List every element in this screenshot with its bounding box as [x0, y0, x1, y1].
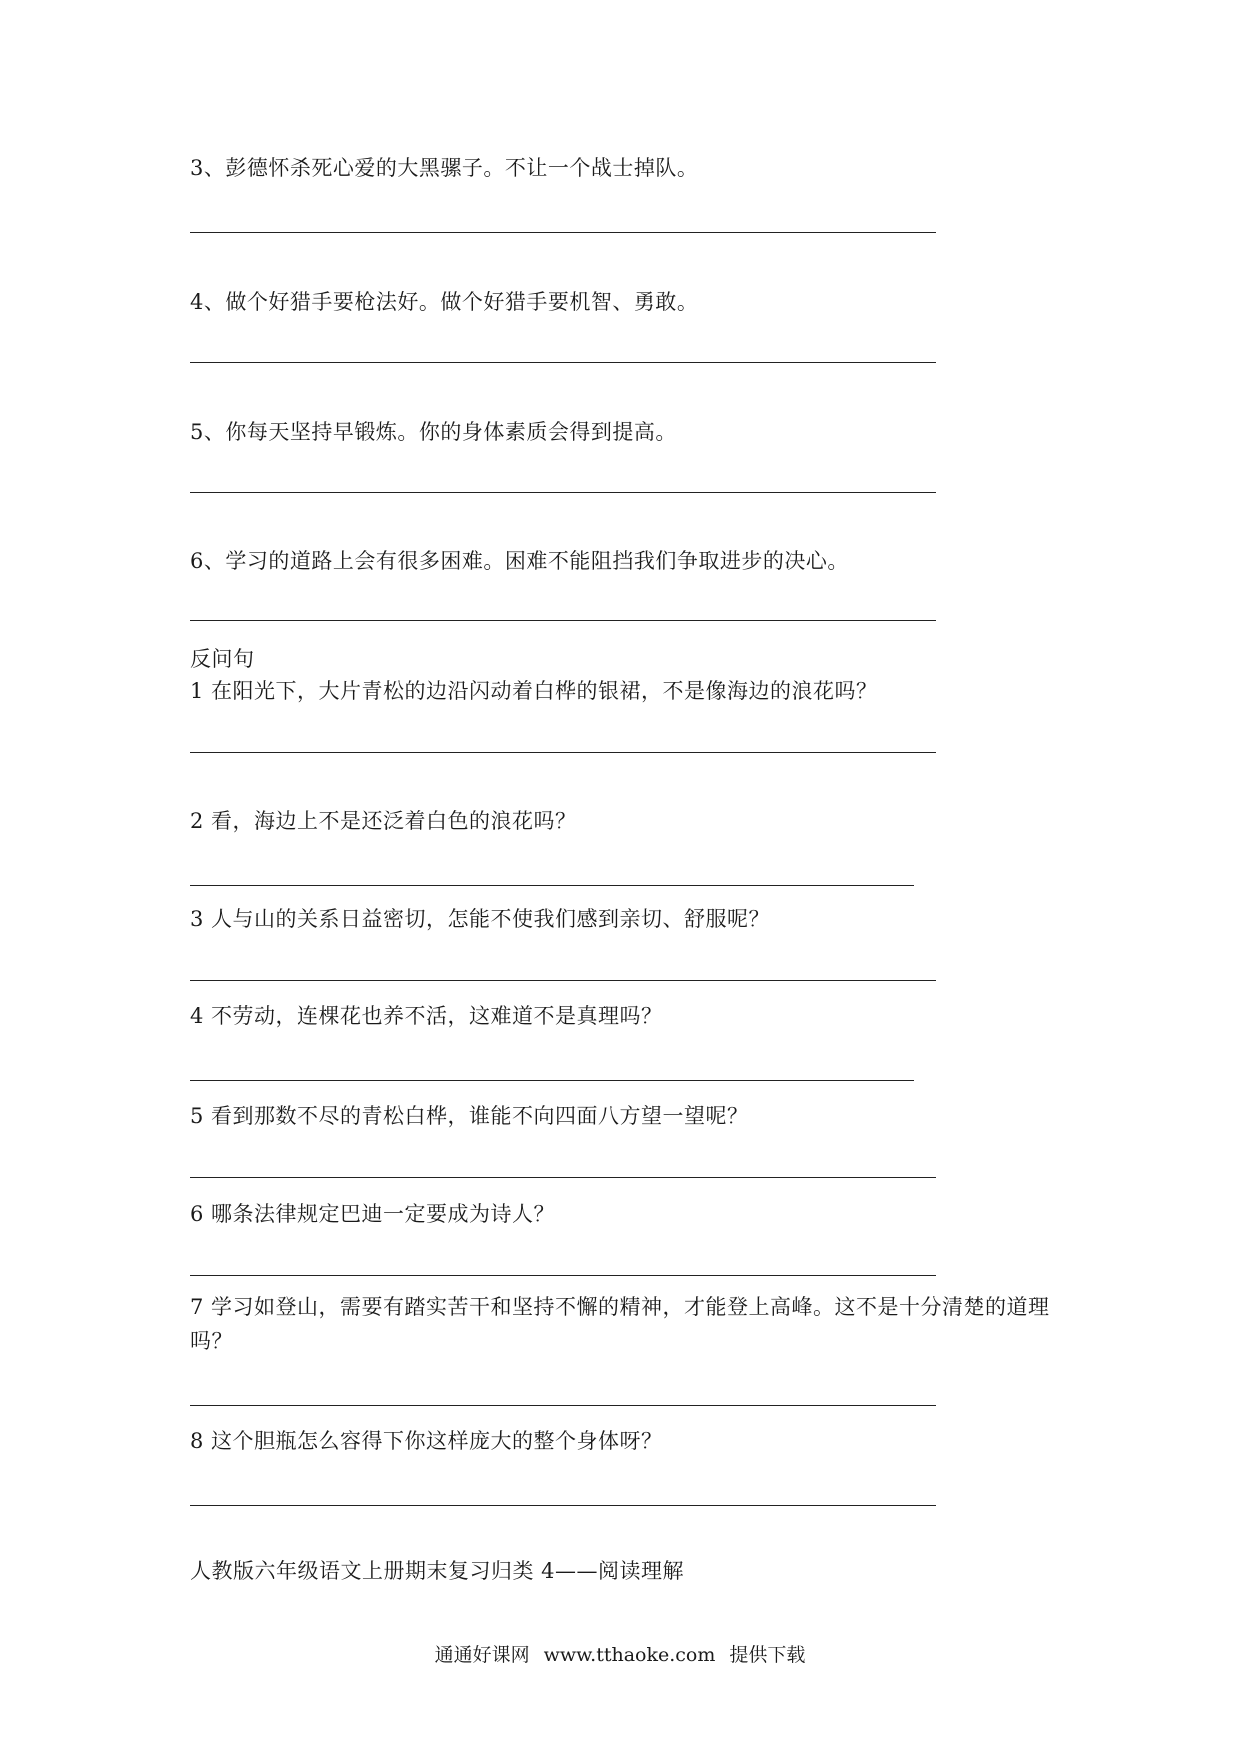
page-footer [0, 1640, 1240, 1667]
exercise-item-4: 4、做个好猎手要枪法好。做个好猎手要机智、勇敢。 [190, 290, 699, 314]
question-1: 1 在阳光下，大片青松的边沿闪动着白桦的银裙，不是像海边的浪花吗？ [190, 679, 878, 703]
footer-note: 提供下载 [729, 1644, 806, 1666]
answer-line [190, 885, 914, 886]
exercise-item-3: 3、彭德怀杀死心爱的大黑骡子。不让一个战士掉队。 [190, 156, 699, 180]
section-heading: 反问句 [190, 647, 255, 671]
answer-line [190, 1405, 936, 1406]
footer-site: 通通好课网 [434, 1644, 530, 1666]
exercise-item-6: 6、学习的道路上会有很多困难。困难不能阻挡我们争取进步的决心。 [190, 549, 849, 573]
answer-line [190, 1275, 936, 1276]
answer-line [190, 362, 936, 363]
question-6: 6 哪条法律规定巴迪一定要成为诗人？ [190, 1202, 556, 1226]
answer-line [190, 980, 936, 981]
footer-url[interactable]: www.tthaoke.com [543, 1644, 716, 1666]
answer-line [190, 620, 936, 621]
question-7: 7 学习如登山，需要有踏实苦干和坚持不懈的精神，才能登上高峰。这不是十分清楚的道理吗？ [190, 1295, 1050, 1353]
next-section-title: 人教版六年级语文上册期末复习归类 4——阅读理解 [190, 1559, 685, 1583]
question-4: 4 不劳动，连棵花也养不活，这难道不是真理吗？ [190, 1004, 663, 1028]
answer-line [190, 1505, 936, 1506]
answer-line [190, 1177, 936, 1178]
answer-line [190, 752, 936, 753]
exercise-item-5: 5、你每天坚持早锻炼。你的身体素质会得到提高。 [190, 420, 677, 444]
answer-line [190, 492, 936, 493]
question-8: 8 这个胆瓶怎么容得下你这样庞大的整个身体呀？ [190, 1429, 663, 1453]
answer-line [190, 1080, 914, 1081]
answer-line [190, 232, 936, 233]
question-5: 5 看到那数不尽的青松白桦，谁能不向四面八方望一望呢？ [190, 1104, 749, 1128]
question-2: 2 看，海边上不是还泛着白色的浪花吗？ [190, 809, 577, 833]
question-3: 3 人与山的关系日益密切，怎能不使我们感到亲切、舒服呢？ [190, 907, 771, 931]
